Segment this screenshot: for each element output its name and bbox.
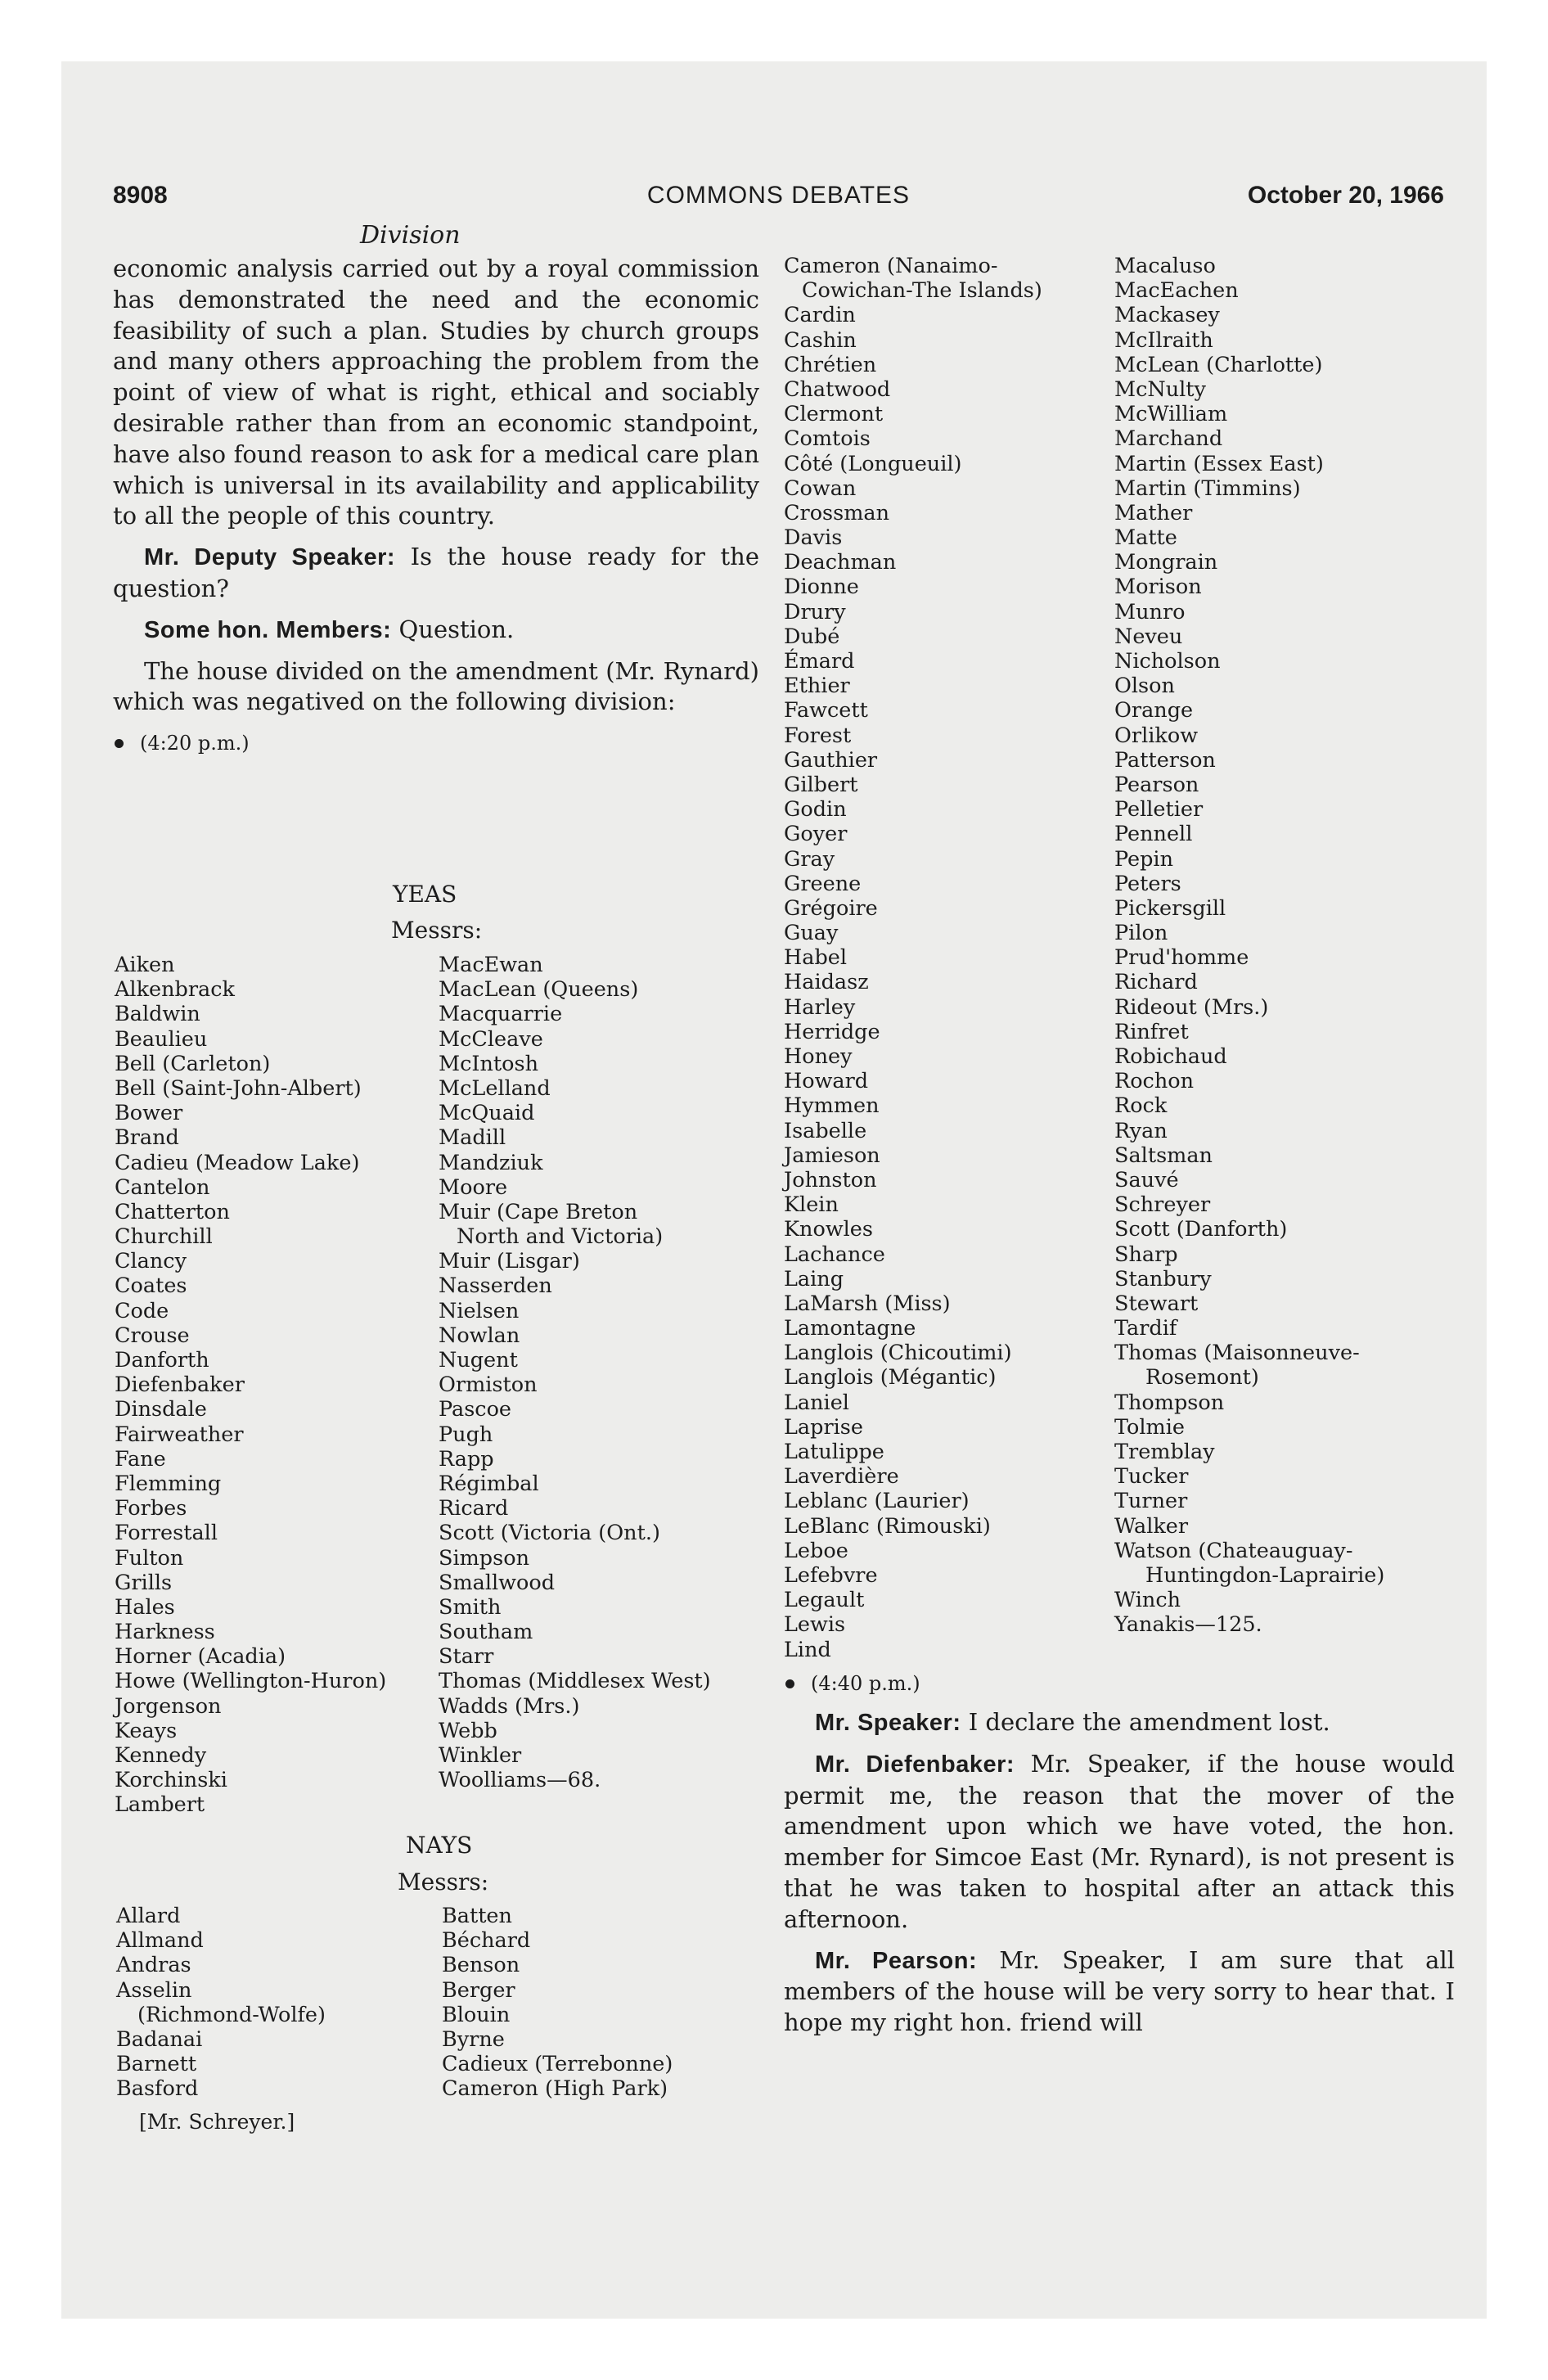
member-name: Mather	[1114, 500, 1193, 525]
member-name: Basford	[116, 2076, 199, 2102]
member-name: Patterson	[1114, 747, 1216, 773]
member-name: Asselin	[116, 1977, 192, 2003]
member-name: McLelland	[439, 1075, 551, 1101]
member-name: Martin (Essex East)	[1114, 451, 1324, 476]
member-name: MacLean (Queens)	[439, 977, 639, 1003]
member-name: Sharp	[1114, 1242, 1178, 1267]
member-name: Woolliams—68.	[439, 1768, 601, 1793]
member-name: McCleave	[439, 1026, 543, 1052]
member-name: Klein	[784, 1192, 839, 1218]
member-name: Martin (Timmins)	[1114, 476, 1301, 501]
member-name: Laprise	[784, 1414, 863, 1440]
member-name: Herridge	[784, 1019, 880, 1044]
member-name: Laniel	[784, 1390, 849, 1415]
member-name: Harkness	[115, 1620, 215, 1645]
member-name: Nowlan	[439, 1323, 520, 1348]
member-name: Mandziuk	[439, 1150, 543, 1175]
member-name: McIlraith	[1114, 327, 1213, 353]
member-name: Émard	[784, 649, 855, 674]
bullet-icon	[785, 1679, 794, 1688]
member-name: Alkenbrack	[115, 977, 235, 1003]
member-name: Macaluso	[1114, 254, 1216, 278]
member-name: Pilon	[1114, 921, 1168, 946]
member-name: Jamieson	[784, 1143, 880, 1168]
member-name: Turner	[1114, 1489, 1188, 1514]
member-name: Dinsdale	[115, 1397, 207, 1422]
member-name: Fane	[115, 1446, 166, 1472]
paragraph-members	[113, 615, 759, 647]
member-name: Robichaud	[1114, 1044, 1227, 1069]
member-name: Langlois (Chicoutimi)	[784, 1341, 1012, 1366]
member-name: Nielsen	[439, 1298, 520, 1323]
member-name: North and Victoria)	[457, 1224, 664, 1250]
member-name: Rochon	[1114, 1069, 1195, 1094]
member-name: Harley	[784, 994, 856, 1020]
yeas-messrs: Messrs:	[391, 917, 483, 944]
yeas-list-b	[439, 953, 711, 1792]
member-name: Southam	[439, 1620, 533, 1645]
member-name: Chatwood	[784, 376, 891, 402]
yeas-list-a	[115, 953, 386, 1818]
member-name: Clancy	[115, 1249, 187, 1274]
member-name: LeBlanc (Rimouski)	[784, 1513, 991, 1539]
member-name: Scott (Danforth)	[1114, 1217, 1288, 1242]
member-name: Latulippe	[784, 1440, 884, 1464]
member-name: Allmand	[116, 1928, 204, 1954]
member-name: Stewart	[1114, 1291, 1199, 1316]
member-name: Pickersgill	[1114, 895, 1226, 921]
member-name: Gauthier	[784, 747, 878, 773]
member-name: Langlois (Mégantic)	[784, 1365, 997, 1391]
member-name: Byrne	[442, 2026, 505, 2052]
member-name: Tremblay	[1114, 1440, 1215, 1464]
member-name: Neveu	[1114, 624, 1183, 649]
member-name: Orange	[1114, 698, 1194, 723]
member-name: Walker	[1114, 1513, 1189, 1539]
paragraph-speaker	[784, 1707, 1455, 1739]
member-name: Dionne	[784, 575, 859, 600]
member-name: Winkler	[439, 1743, 522, 1768]
running-head: Division	[360, 221, 461, 250]
member-name: Cameron (Nanaimo-	[784, 254, 998, 278]
nays-list-d	[1114, 254, 1384, 1638]
member-name: Bell (Carleton)	[115, 1051, 271, 1076]
member-name: Rock	[1114, 1093, 1168, 1119]
member-name: Keays	[115, 1718, 178, 1743]
member-name: Benson	[442, 1953, 520, 1978]
member-name: Laverdière	[784, 1464, 899, 1490]
member-name: Lamontagne	[784, 1316, 916, 1341]
member-name: Régimbal	[439, 1471, 539, 1496]
member-name: Brand	[115, 1125, 179, 1151]
member-name: Lambert	[115, 1792, 205, 1818]
publication-title: COMMONS DEBATES	[646, 182, 911, 209]
member-name: Forbes	[115, 1496, 187, 1521]
nays-heading: NAYS	[406, 1832, 473, 1859]
member-name: Johnston	[784, 1167, 877, 1192]
member-name: Deachman	[784, 550, 897, 575]
member-name: Richard	[1114, 970, 1198, 995]
member-name: Cowan	[784, 476, 857, 501]
paragraph-pearson	[784, 1945, 1455, 2039]
member-name: Howe (Wellington-Huron)	[115, 1669, 387, 1694]
member-name: McQuaid	[439, 1101, 535, 1126]
speaker-name: Mr. Diefenbaker:	[815, 1751, 1015, 1778]
member-name: Ricard	[439, 1496, 509, 1521]
member-name: Badanai	[116, 2026, 203, 2052]
member-name: Nugent	[439, 1348, 518, 1373]
member-name: Lewis	[784, 1612, 846, 1638]
member-name: Guay	[784, 921, 839, 946]
member-name: Fairweather	[115, 1422, 244, 1447]
member-name: Leblanc (Laurier)	[784, 1489, 970, 1514]
speaker-name: Mr. Deputy Speaker:	[144, 544, 396, 571]
member-name: Muir (Cape Breton	[439, 1199, 638, 1224]
nays-messrs: Messrs:	[398, 1868, 489, 1895]
member-name: Mackasey	[1114, 303, 1220, 328]
time-text: (4:20 p.m.)	[140, 732, 250, 755]
member-name: Orlikow	[1114, 723, 1199, 748]
member-name: Lefebvre	[784, 1562, 878, 1588]
member-name: Simpson	[439, 1545, 529, 1571]
member-name: Ryan	[1114, 1118, 1168, 1143]
member-name: Gilbert	[784, 772, 858, 797]
member-name: Smith	[439, 1594, 502, 1620]
member-name: Knowles	[784, 1217, 873, 1242]
member-name: Ethier	[784, 674, 850, 699]
member-name: Smallwood	[439, 1570, 556, 1595]
member-name: Rideout (Mrs.)	[1114, 994, 1269, 1020]
member-name: Starr	[439, 1644, 494, 1670]
member-name: Clermont	[784, 402, 884, 427]
member-name: Cashin	[784, 327, 857, 353]
member-name: Fulton	[115, 1545, 184, 1571]
member-name: Korchinski	[115, 1768, 227, 1793]
member-name: Forrestall	[115, 1521, 218, 1546]
member-name: Cadieux (Terrebonne)	[442, 2052, 673, 2077]
member-name: Pugh	[439, 1422, 493, 1447]
member-name: Aiken	[115, 953, 175, 977]
member-name: Moore	[439, 1174, 508, 1200]
member-name: Horner (Acadia)	[115, 1644, 286, 1670]
member-name: Pepin	[1114, 846, 1174, 872]
member-name: Drury	[784, 599, 846, 624]
member-name: Olson	[1114, 674, 1175, 699]
member-name: McNulty	[1114, 376, 1206, 402]
speech-text: Is the house ready for the question?	[113, 543, 759, 602]
member-name: McWilliam	[1114, 402, 1228, 427]
member-name: Code	[115, 1298, 169, 1323]
member-name: Winch	[1114, 1588, 1181, 1613]
member-name: Schreyer	[1114, 1192, 1211, 1218]
speech-text: Mr. Speaker, if the house would permit me, the reason that the mover of the amendment upon which we have voted, the hon. member for Simcoe East (Mr. Rynard), is not present is that he was taken to hospital after an attack this afternoon.	[784, 1749, 1455, 1933]
member-name: Lind	[784, 1637, 831, 1662]
nays-list-c	[784, 254, 1042, 1662]
member-name: Mongrain	[1114, 550, 1218, 575]
speech-text: I declare the amendment lost.	[968, 1708, 1330, 1736]
member-name: (Richmond-Wolfe)	[137, 2002, 326, 2027]
paragraph-diefenbaker	[784, 1749, 1455, 1936]
paragraph-continued: economic analysis carried out by a royal commission has demonstrated the need and the economic feasibility of such a plan. Studies by church groups and many others approaching the problem from the point of view of what is right, ethical and sociably desirable rather than from an economic standpoint, have also found reason to ask for a medical care plan which is universal in its availability and applicability to all the people of this country.	[113, 255, 759, 530]
member-name: Ormiston	[439, 1373, 538, 1398]
member-name: Cardin	[784, 303, 856, 328]
member-name: Saltsman	[1114, 1143, 1213, 1168]
member-name: Matte	[1114, 525, 1177, 551]
member-name: Morison	[1114, 575, 1202, 600]
member-name: Munro	[1114, 599, 1186, 624]
member-name: Muir (Lisgar)	[439, 1249, 580, 1274]
member-name: Davis	[784, 525, 843, 551]
member-name: Pennell	[1114, 822, 1193, 847]
member-name: Goyer	[784, 822, 848, 847]
member-name: Crossman	[784, 500, 890, 525]
page-header	[113, 182, 1444, 214]
member-name: Comtois	[784, 426, 871, 452]
member-name: Webb	[439, 1718, 497, 1743]
speaker-name: Mr. Pearson:	[815, 1947, 978, 1974]
member-name: Chatterton	[115, 1199, 230, 1224]
member-name: Coates	[115, 1273, 187, 1299]
member-name: Thompson	[1114, 1390, 1225, 1415]
member-name: Dubé	[784, 624, 840, 649]
nays-list-a	[116, 1904, 326, 2102]
member-name: Kennedy	[115, 1743, 207, 1768]
member-name: MacEwan	[439, 953, 543, 977]
member-name: Cameron (High Park)	[442, 2076, 668, 2102]
member-name: Wadds (Mrs.)	[439, 1693, 580, 1719]
member-name: Madill	[439, 1125, 506, 1151]
member-name: Pelletier	[1114, 797, 1204, 823]
timestamp-2	[784, 1668, 1455, 1699]
member-name: Tardif	[1114, 1316, 1177, 1341]
member-name: Berger	[442, 1977, 515, 2003]
member-name: Pearson	[1114, 772, 1199, 797]
member-name: Thomas (Maisonneuve-	[1114, 1341, 1360, 1366]
member-name: Danforth	[115, 1348, 209, 1373]
member-name: Allard	[116, 1904, 181, 1928]
member-name: Isabelle	[784, 1118, 867, 1143]
member-name: Nicholson	[1114, 649, 1221, 674]
member-name: Rinfret	[1114, 1019, 1189, 1044]
member-name: Rapp	[439, 1446, 494, 1472]
member-name: Habel	[784, 945, 848, 971]
member-name: Andras	[116, 1953, 191, 1978]
member-name: Grégoire	[784, 895, 878, 921]
page-number: 8908	[113, 182, 168, 209]
member-name: Macquarrie	[439, 1002, 563, 1027]
member-name: Legault	[784, 1588, 865, 1613]
member-name: Cowichan-The Islands)	[802, 278, 1042, 304]
speaker-name: Some hon. Members:	[144, 616, 392, 643]
right-column-text	[784, 1661, 1455, 2049]
member-name: Sauvé	[1114, 1167, 1179, 1192]
timestamp-1	[113, 728, 759, 759]
left-column-text	[113, 254, 759, 759]
member-name: Baldwin	[115, 1002, 200, 1027]
speech-text: Question.	[398, 615, 515, 643]
footer-speaker-ref: [Mr. Schreyer.]	[139, 2110, 295, 2134]
member-name: McIntosh	[439, 1051, 538, 1076]
member-name: Laing	[784, 1266, 844, 1291]
member-name: Tucker	[1114, 1464, 1189, 1490]
paragraph-deputy-speaker	[113, 542, 759, 605]
member-name: Crouse	[115, 1323, 190, 1348]
speech-text: Mr. Speaker, I am sure that all members of the house will be very sorry to hear that. I hope my right hon. friend will	[784, 1945, 1455, 2037]
member-name: Cantelon	[115, 1174, 210, 1200]
member-name: Marchand	[1114, 426, 1223, 452]
member-name: Stanbury	[1114, 1266, 1212, 1291]
member-name: Côté (Longueuil)	[784, 451, 962, 476]
member-name: Lachance	[784, 1242, 885, 1267]
member-name: Diefenbaker	[115, 1373, 245, 1398]
member-name: Hymmen	[784, 1093, 880, 1119]
paragraph-division: The house divided on the amendment (Mr. Rynard) which was negatived on the following division:	[113, 656, 759, 716]
member-name: Howard	[784, 1069, 869, 1094]
member-name: Barnett	[116, 2052, 197, 2077]
member-name: Huntingdon-Laprairie)	[1145, 1562, 1385, 1588]
member-name: Bower	[115, 1101, 183, 1126]
member-name: Honey	[784, 1044, 853, 1069]
member-name: MacEachen	[1114, 278, 1239, 304]
member-name: Watson (Chateauguay-	[1114, 1538, 1353, 1563]
page-date: October 20, 1966	[1247, 182, 1444, 209]
member-name: Batten	[442, 1904, 512, 1928]
member-name: Tolmie	[1114, 1414, 1185, 1440]
member-name: Scott (Victoria (Ont.)	[439, 1521, 660, 1546]
speaker-name: Mr. Speaker:	[815, 1710, 961, 1736]
member-name: Haidasz	[784, 970, 869, 995]
member-name: Grills	[115, 1570, 173, 1595]
nays-list-b	[442, 1904, 673, 2102]
time-text: (4:40 p.m.)	[811, 1672, 920, 1695]
member-name: Hales	[115, 1594, 175, 1620]
bullet-icon	[115, 739, 124, 748]
member-name: Forest	[784, 723, 852, 748]
member-name: Godin	[784, 797, 847, 823]
member-name: Bell (Saint-John-Albert)	[115, 1075, 362, 1101]
member-name: McLean (Charlotte)	[1114, 352, 1323, 377]
member-name: Peters	[1114, 871, 1181, 896]
member-name: Béchard	[442, 1928, 531, 1954]
member-name: Greene	[784, 871, 862, 896]
member-name: LaMarsh (Miss)	[784, 1291, 951, 1316]
member-name: Fawcett	[784, 698, 868, 723]
member-name: Gray	[784, 846, 835, 872]
member-name: Prud'homme	[1114, 945, 1249, 971]
member-name: Beaulieu	[115, 1026, 208, 1052]
yeas-heading: YEAS	[393, 881, 457, 908]
member-name: Churchill	[115, 1224, 213, 1250]
member-name: Yanakis—125.	[1114, 1612, 1262, 1638]
member-name: Chrétien	[784, 352, 877, 377]
member-name: Nasserden	[439, 1273, 552, 1299]
member-name: Jorgenson	[115, 1693, 222, 1719]
member-name: Rosemont)	[1145, 1365, 1259, 1391]
member-name: Flemming	[115, 1471, 222, 1496]
member-name: Cadieu (Meadow Lake)	[115, 1150, 360, 1175]
member-name: Leboe	[784, 1538, 848, 1563]
member-name: Thomas (Middlesex West)	[439, 1669, 711, 1694]
member-name: Blouin	[442, 2002, 511, 2027]
member-name: Pascoe	[439, 1397, 512, 1422]
